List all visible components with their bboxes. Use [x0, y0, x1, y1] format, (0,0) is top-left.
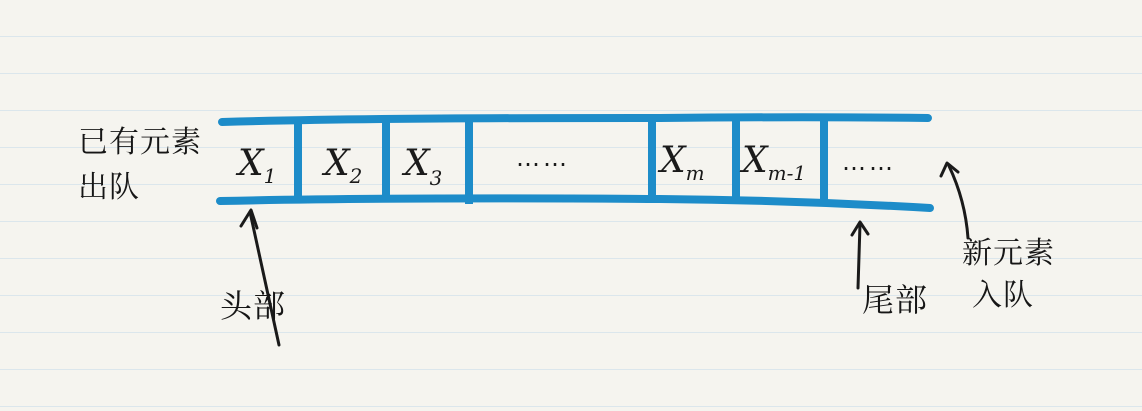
queue-cell: $X_m$ [660, 140, 705, 185]
queue-cell-ellipsis: …… [842, 148, 896, 176]
queue-cells [235, 140, 896, 190]
tail-label: 尾部 [862, 281, 929, 319]
dequeue-label-line2: 出队 [78, 170, 140, 205]
queue-cell-ellipsis: …… [516, 144, 570, 172]
enqueue-label-line2: 入队 [972, 278, 1034, 313]
enqueue-arrow-icon [941, 163, 968, 238]
queue-cell: $X_{m-1}$ [742, 140, 807, 185]
enqueue-label-line1: 新元素 [962, 236, 1055, 271]
queue-cell: $X_1$ [238, 143, 277, 188]
dequeue-label-line1: 已有元素 [78, 125, 202, 160]
queue-cell: $X_3$ [404, 143, 443, 190]
queue-cell: $X_2$ [324, 143, 363, 188]
tail-arrow-icon [852, 222, 868, 288]
head-label: 头部 [220, 287, 287, 325]
